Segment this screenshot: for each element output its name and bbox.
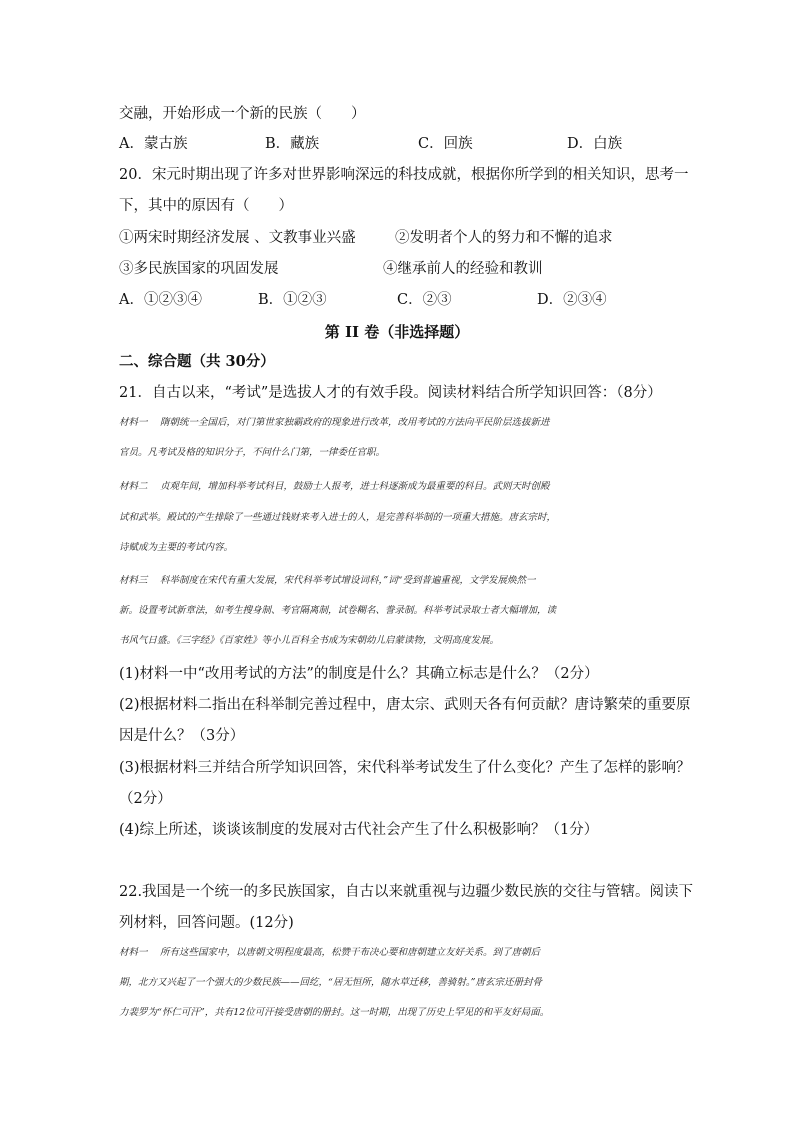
q20-option-a: A．①②③④ (119, 292, 202, 308)
part2-title: 第 II 卷（非选择题） (324, 323, 470, 341)
q20-stem-line2: 下，其中的原因有（ ） (119, 198, 293, 214)
q21-material2-line3: 诗赋成为主要的考试内容。 (119, 542, 234, 553)
q19-option-a: A．蒙古族 (119, 136, 188, 152)
q21-material3-line1: 材料三 科举制度在宋代有重大发展，宋代科举考试增设词科，”词“受到普遍重视，文学发展焕然一 (119, 575, 536, 586)
q20-stem-line1: 20．宋元时期出现了许多对世界影响深远的科技成就，根据你所学到的相关知识，思考一 (119, 167, 689, 183)
q19-option-c: C．回族 (418, 136, 473, 152)
q21-sub1: (1)材料一中“改用考试的方法”的制度是什么？其确立标志是什么？（2分） (119, 666, 599, 682)
q20-choice-3: ③多民族国家的巩固发展 (119, 261, 279, 277)
q21-sub2-line1: (2)根据材料二指出在科举制完善过程中，唐太宗、武则天各有何贡献？唐诗繁荣的重要原 (119, 697, 691, 713)
q21-stem: 21．自古以来，“考试”是选拔人才的有效手段。阅读材料结合所学知识回答：（8分） (119, 385, 662, 401)
q20-option-d: D．②③④ (537, 292, 607, 308)
q22-material1-line1: 材料一 所有这些国家中，以唐朝文明程度最高，松赞干布决心要和唐朝建立友好关系。到了唐朝后 (119, 947, 541, 958)
q21-material1-line2: 官员。凡考试及格的知识分子，不问什么门第，一律委任官职。 (119, 447, 386, 458)
q21-material3-line2: 新。设置考试新章法，如考生搜身制、考官隔离制，试卷糊名、誊录制。科举考试录取士者大幅增加，读 (119, 605, 557, 616)
q21-material3-line3: 书风气日盛。《三字经》《百家姓》等小儿百科全书成为宋朝幼儿启蒙读物，文明高度发展。 (119, 635, 500, 646)
q21-material2-line1: 材料二 贞观年间，增加科举考试科目，鼓励士人报考，进士科逐渐成为最重要的科目。武则天时创殿 (119, 481, 550, 492)
q21-material2-line2: 试和武举。殿试的产生排除了一些通过钱财来考入进士的人，是完善科举制的一项重大措施。唐玄宗时， (119, 512, 557, 523)
q19-stem-tail: 交融，开始形成一个新的民族（ ） (119, 106, 366, 122)
q21-material1-line1: 材料一 隋朝统一全国后，对门第世家独霸政府的现象进行改革，改用考试的方法向平民阶层选拔新进 (119, 417, 550, 428)
q20-choice-4: ④继承前人的经验和教训 (383, 261, 543, 277)
q21-sub2-line2: 因是什么？（3分） (119, 728, 245, 744)
q20-choice-2: ②发明者个人的努力和不懈的追求 (395, 230, 613, 246)
q20-choice-1: ①两宋时期经济发展 、文教事业兴盛 (119, 230, 356, 246)
q19-option-b: B．藏族 (265, 136, 320, 152)
q20-option-c: C．②③ (397, 292, 452, 308)
q22-material1-line3: 力裴罗为“怀仁可汗”，共有12位可汗接受唐朝的册封。这一时期，出现了历史上罕见的和平友好局面。 (119, 1007, 550, 1018)
q22-stem-line2: 列材料，回答问题。(12分) (119, 915, 294, 931)
q21-sub4: (4)综上所述，谈谈该制度的发展对古代社会产生了什么积极影响？（1分） (119, 822, 599, 838)
q19-option-d: D．白族 (567, 136, 623, 152)
section-heading: 二、综合题（共 30分） (119, 353, 275, 370)
q21-sub3-line1: (3)根据材料三并结合所学知识回答，宋代科举考试发生了什么变化？产生了怎样的影响？ (119, 760, 691, 776)
q21-sub3-line2: （2分） (119, 791, 172, 807)
q22-stem-line1: 22.我国是一个统一的多民族国家，自古以来就重视与边疆少数民族的交往与管辖。阅读下 (119, 884, 694, 900)
q20-option-b: B．①②③ (258, 292, 327, 308)
q22-material1-line2: 期，北方又兴起了一个强大的少数民族——回纥，“居无恒所，随水草迁移，善骑射。”唐玄宗还册封骨 (119, 977, 542, 988)
